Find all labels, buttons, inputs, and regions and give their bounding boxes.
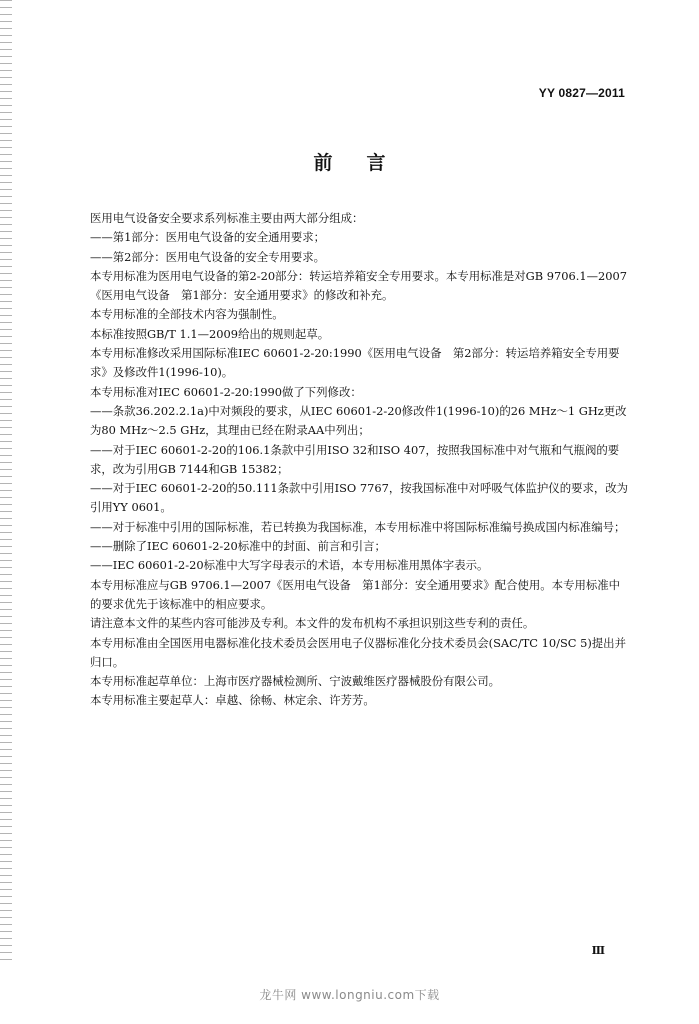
list-item: ——第2部分：医用电气设备的安全专用要求。 xyxy=(90,249,326,264)
page-title xyxy=(0,148,699,175)
list-item: ——对于标准中引用的国际标准，若已转换为我国标准，本专用标准中将国际标准编号换成国内标准编号； xyxy=(90,519,626,534)
paragraph: 本标准按照GB/T 1.1—2009给出的规则起草。 xyxy=(90,326,330,341)
title-char-2: 言 xyxy=(366,152,386,174)
paragraph: 本专用标准由全国医用电器标准化技术委员会医用电子仪器标准化分技术委员会(SAC/TC 10/SC 5)提出并归口。 xyxy=(90,635,626,669)
list-item: ——对于IEC 60601-2-20的106.1条款中引用ISO 32和ISO 407，按照我国标准中对气瓶和气瓶阀的要求，改为引用GB 7144和GB 15382； xyxy=(90,442,620,476)
preface-body xyxy=(90,209,630,711)
paragraph: 本专用标准的全部技术内容为强制性。 xyxy=(90,307,284,322)
paragraph: 本专用标准起草单位：上海市医疗器械检测所、宁波戴维医疗器械股份有限公司。 xyxy=(90,674,501,689)
watermark: 龙牛网 www.longniu.com下载 xyxy=(259,988,440,1002)
standard-code: YY 0827—2011 xyxy=(538,86,625,100)
paragraph: 本专用标准修改采用国际标准IEC 60601-2-20:1990《医用电气设备 第2部分：转运培养箱安全专用要求》及修改件1(1996-10)。 xyxy=(90,346,620,380)
list-item: ——删除了IEC 60601-2-20标准中的封面、前言和引言； xyxy=(90,539,386,554)
page-number: Ⅲ xyxy=(591,944,605,957)
list-item: ——IEC 60601-2-20标准中大写字母表示的术语，本专用标准用黑体字表示。 xyxy=(90,558,489,573)
list-item: ——条款36.202.2.1a)中对频段的要求，从IEC 60601-2-20修改件1(1996-10)的26 MHz～1 GHz更改为80 MHz～2.5 GHz，其理由已经在附录AA中列出； xyxy=(90,403,627,438)
paragraph: 医用电气设备安全要求系列标准主要由两大部分组成： xyxy=(90,211,364,225)
paragraph: 本专用标准对IEC 60601-2-20:1990做了下列修改： xyxy=(90,384,362,399)
scan-edge-artifact xyxy=(0,0,12,960)
list-item: ——第1部分：医用电气设备的安全通用要求； xyxy=(90,230,326,245)
paragraph: 本专用标准为医用电气设备的第2-20部分：转运培养箱安全专用要求。本专用标准是对GB 9706.1—2007《医用电气设备 第1部分：安全通用要求》的修改和补充。 xyxy=(90,268,627,303)
list-item: ——对于IEC 60601-2-20的50.111条款中引用ISO 7767，按我国标准中对呼吸气体监护仪的要求，改为引用YY 0601。 xyxy=(90,481,629,515)
title-char-1: 前 xyxy=(313,152,333,174)
paragraph: 本专用标准应与GB 9706.1—2007《医用电气设备 第1部分：安全通用要求》配合使用。本专用标准中的要求优先于该标准中的相应要求。 xyxy=(90,577,621,611)
paragraph: 请注意本文件的某些内容可能涉及专利。本文件的发布机构不承担识别这些专利的责任。 xyxy=(90,616,535,631)
paragraph: 本专用标准主要起草人：卓越、徐畅、林定余、许芳芳。 xyxy=(90,693,375,708)
